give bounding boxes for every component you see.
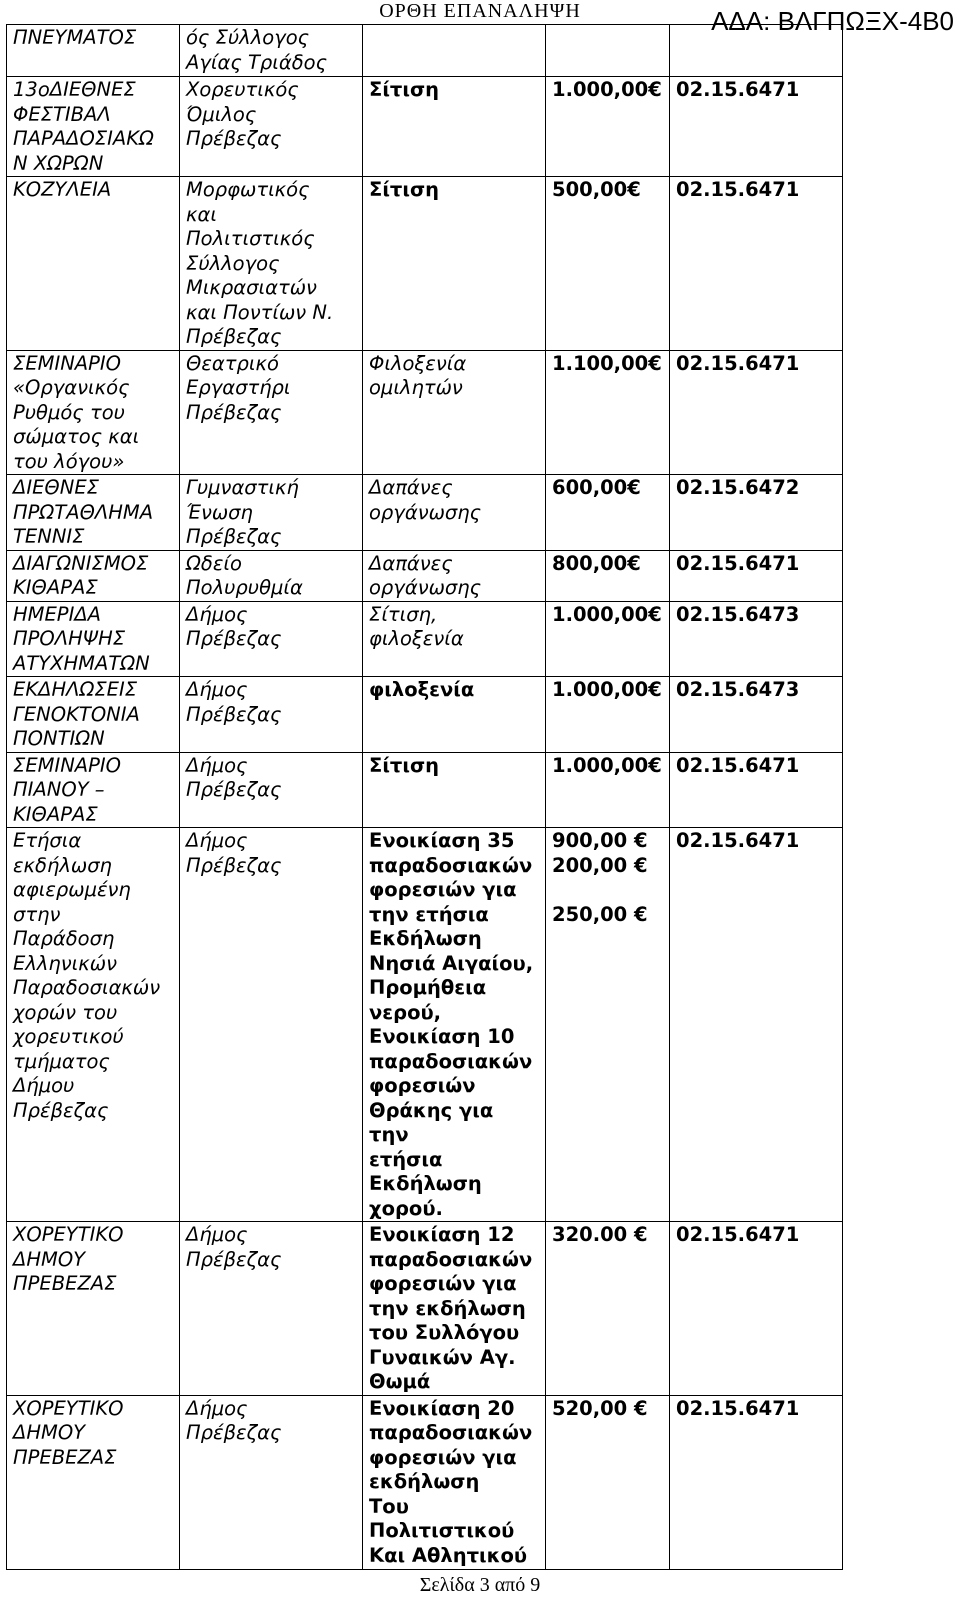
amount-cell: 600,00€ bbox=[546, 475, 670, 551]
amount-cell: 500,00€ bbox=[546, 177, 670, 351]
event-cell: ΕΚΔΗΛΩΣΕΙΣ ΓΕΝΟΚΤΟΝΙΑ ΠΟΝΤΙΩΝ bbox=[7, 677, 180, 753]
budget-code-cell: 02.15.6471 bbox=[670, 350, 843, 475]
organizer-cell: ός Σύλλογος Αγίας Τριάδος bbox=[180, 25, 363, 77]
ada-code: ΑΔΑ: ΒΛΓΠΩΞΧ-4Β0 bbox=[711, 6, 954, 36]
amount-cell: 1.000,00€ bbox=[546, 677, 670, 753]
table-row bbox=[7, 1395, 843, 1569]
amount-cell: 900,00 € 200,00 € 250,00 € bbox=[546, 828, 670, 1222]
budget-code-cell: 02.15.6471 bbox=[670, 752, 843, 828]
event-cell: ΔΙΕΘΝΕΣ ΠΡΩΤΑΘΛΗΜΑ ΤΕΝΝΙΣ bbox=[7, 475, 180, 551]
amount-cell bbox=[546, 25, 670, 77]
organizer-cell: Γυμναστική Ένωση Πρέβεζας bbox=[180, 475, 363, 551]
expense-type-cell: Σίτιση bbox=[363, 752, 546, 828]
table-row bbox=[7, 1222, 843, 1396]
organizer-cell: Χορευτικός Όμιλος Πρέβεζας bbox=[180, 77, 363, 177]
event-cell: ΔΙΑΓΩΝΙΣΜΟΣ ΚΙΘΑΡΑΣ bbox=[7, 550, 180, 601]
organizer-cell: Δήμος Πρέβεζας bbox=[180, 1395, 363, 1569]
expense-type-cell: Ενοικίαση 12 παραδοσιακών φορεσιών για την εκδήλωση του Συλλόγου Γυναικών Αγ. Θωμά bbox=[363, 1222, 546, 1396]
event-cell: Ετήσια εκδήλωση αφιερωμένη στην Παράδοση Ελληνικών Παραδοσιακών χορών του χορευτικού τμήματος Δήμου Πρέβεζας bbox=[7, 828, 180, 1222]
table-row bbox=[7, 677, 843, 753]
table-row bbox=[7, 177, 843, 351]
event-cell: ΗΜΕΡΙΔΑ ΠΡΟΛΗΨΗΣ ΑΤΥΧΗΜΑΤΩΝ bbox=[7, 601, 180, 677]
budget-code-cell bbox=[670, 25, 843, 77]
table-row bbox=[7, 828, 843, 1222]
amount-cell: 320.00 € bbox=[546, 1222, 670, 1396]
organizer-cell: Θεατρικό Εργαστήρι Πρέβεζας bbox=[180, 350, 363, 475]
budget-code-cell: 02.15.6473 bbox=[670, 601, 843, 677]
organizer-cell: Ωδείο Πολυρυθμία bbox=[180, 550, 363, 601]
amount-cell: 1.000,00€ bbox=[546, 77, 670, 177]
expense-type-cell: Σίτιση bbox=[363, 77, 546, 177]
expense-type-cell: Σίτιση bbox=[363, 177, 546, 351]
table-row bbox=[7, 25, 843, 77]
event-cell: 13οΔΙΕΘΝΕΣ ΦΕΣΤΙΒΑΛ ΠΑΡΑΔΟΣΙΑΚΩ Ν ΧΩΡΩΝ bbox=[7, 77, 180, 177]
expense-type-cell: Φιλοξενία ομιλητών bbox=[363, 350, 546, 475]
budget-code-cell: 02.15.6471 bbox=[670, 828, 843, 1222]
amount-cell: 1.100,00€ bbox=[546, 350, 670, 475]
budget-code-cell: 02.15.6471 bbox=[670, 1395, 843, 1569]
event-cell: ΣΕΜΙΝΑΡΙΟ ΠΙΑΝΟΥ – ΚΙΘΑΡΑΣ bbox=[7, 752, 180, 828]
table-row bbox=[7, 550, 843, 601]
organizer-cell: Δήμος Πρέβεζας bbox=[180, 601, 363, 677]
expense-type-cell: Ενοικίαση 20 παραδοσιακών φορεσιών για εκδήλωση Του Πολιτιστικού Και Αθλητικού bbox=[363, 1395, 546, 1569]
event-cell: ΧΟΡΕΥΤΙΚΟ ΔΗΜΟΥ ΠΡΕΒΕΖΑΣ bbox=[7, 1222, 180, 1396]
organizer-cell: Δήμος Πρέβεζας bbox=[180, 677, 363, 753]
expense-type-cell bbox=[363, 25, 546, 77]
page-number: Σελίδα 3 από 9 bbox=[419, 1574, 541, 1596]
table-row bbox=[7, 475, 843, 551]
budget-code-cell: 02.15.6471 bbox=[670, 177, 843, 351]
budget-code-cell: 02.15.6473 bbox=[670, 677, 843, 753]
amount-cell: 520,00 € bbox=[546, 1395, 670, 1569]
event-cell: ΣΕΜΙΝΑΡΙΟ «Οργανικός Ρυθμός του σώματος και του λόγου» bbox=[7, 350, 180, 475]
budget-code-cell: 02.15.6471 bbox=[670, 77, 843, 177]
table-row bbox=[7, 77, 843, 177]
expense-type-cell: Σίτιση, φιλοξενία bbox=[363, 601, 546, 677]
amount-cell: 1.000,00€ bbox=[546, 601, 670, 677]
amount-cell: 800,00€ bbox=[546, 550, 670, 601]
budget-code-cell: 02.15.6471 bbox=[670, 1222, 843, 1396]
budget-code-cell: 02.15.6472 bbox=[670, 475, 843, 551]
table-row bbox=[7, 752, 843, 828]
event-cell: ΧΟΡΕΥΤΙΚΟ ΔΗΜΟΥ ΠΡΕΒΕΖΑΣ bbox=[7, 1395, 180, 1569]
expense-type-cell: Δαπάνες οργάνωσης bbox=[363, 550, 546, 601]
document-header-title: ΟΡΘΗ ΕΠΑΝΑΛΗΨΗ bbox=[379, 0, 581, 22]
organizer-cell: Δήμος Πρέβεζας bbox=[180, 752, 363, 828]
expense-type-cell: Δαπάνες οργάνωσης bbox=[363, 475, 546, 551]
amount-cell: 1.000,00€ bbox=[546, 752, 670, 828]
expense-type-cell: Ενοικίαση 35 παραδοσιακών φορεσιών για την ετήσια Εκδήλωση Νησιά Αιγαίου, Προμήθεια νερού, Ενοικίαση 10 παραδοσιακών φορεσιών Θράκης για την ετήσια Εκδήλωση χορού. bbox=[363, 828, 546, 1222]
expense-type-cell: φιλοξενία bbox=[363, 677, 546, 753]
event-cell: ΚΟΖΥΛΕΙΑ bbox=[7, 177, 180, 351]
organizer-cell: Δήμος Πρέβεζας bbox=[180, 828, 363, 1222]
table-row bbox=[7, 601, 843, 677]
organizer-cell: Μορφωτικός και Πολιτιστικός Σύλλογος Μικρασιατών και Ποντίων Ν. Πρέβεζας bbox=[180, 177, 363, 351]
expenses-table bbox=[6, 24, 843, 1570]
table-row bbox=[7, 350, 843, 475]
budget-code-cell: 02.15.6471 bbox=[670, 550, 843, 601]
organizer-cell: Δήμος Πρέβεζας bbox=[180, 1222, 363, 1396]
event-cell: ΠΝΕΥΜΑΤΟΣ bbox=[7, 25, 180, 77]
